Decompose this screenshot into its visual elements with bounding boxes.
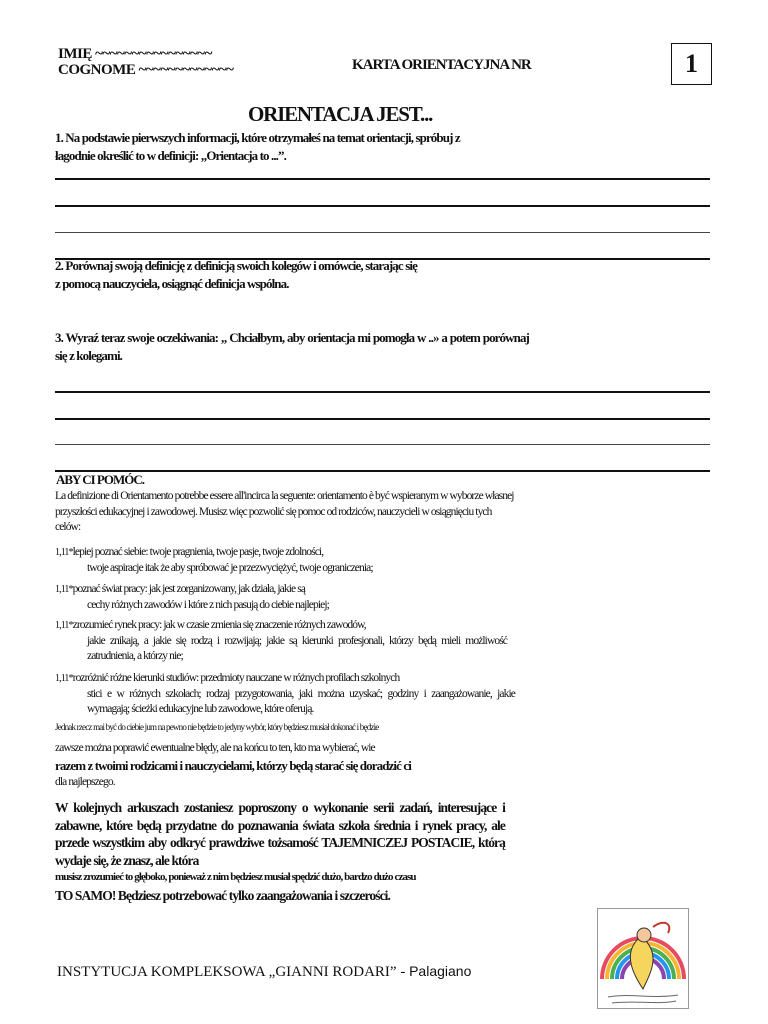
bullet-marker: 1,11* [55,547,73,558]
bullet-marker: 1,11* [55,620,73,631]
answer-line [55,470,710,472]
list-item: 1,11*poznać świat pracy: jak jest zorganizowany, jak działa, jakie są cechy różnych zawodów i które z nich pasują do ciebie najlepiej; [55,583,329,611]
student-name-fields [58,46,233,78]
name-label: IMIĘ ~~~~~~~~~~~~~~~~ [58,46,212,62]
help-paragraph-2: zawsze można poprawić ewentualne błędy, ale na końcu to ten, kto ma wybierać, wie razem z twoimi rodzicami i nauczycielami, którzy będą starać się doradzić ci dla najlepszego. [55,742,411,788]
help-section-title: ABY CI POMÓC. [56,472,144,487]
card-number-box: 1 [671,43,712,85]
question-3: 3. Wyraź teraz swoje oczekiwania: „ Chciałbym, aby orientacja mi pomogła w ..» a potem porównaj się z kolegami. [55,330,529,363]
answer-line [55,444,710,445]
answer-line [55,391,710,393]
list-item: 1,11*zrozumieć rynek pracy: jak w czasie zmienia się znaczenie różnych zawodów, jakie znikają, a jakie się rodzą i rozwijają; jakie są kierunki profesjonali, którzy będą mieli możliwość zatrudnienia, a którzy nie; [55,619,507,662]
small-note: Jednak rzecz mai być do ciebie jum na pewno nie będzie to jedyny wybór, który będziesz musiał dokonać i będzie [55,722,379,732]
answer-line [55,418,710,420]
list-item: 1,11*lepiej poznać siebie: twoje pragnienia, twoje pasje, twoje zdolności, twoje aspiracje itak że aby spróbować je przezwyciężyć, twoje ograniczenia; [55,546,373,574]
help-intro: La definizione di Orientamento potrebbe essere all'incirca la seguente: orientamento è być wspieranym w wyborze własnej przyszłości edukacyjnej i zawodowej. Musisz więc pozwolić się pomoc od rodziców, nauczycieli w osiągnięciu tych celów: [55,490,514,533]
answer-line [55,178,710,180]
card-title: KARTA ORIENTACYJNA NR [352,57,531,73]
answer-line [55,205,710,207]
question-2: 2. Porównaj swoją definicję z definicją swoich kolegów i omówcie, starając się z pomocą nauczyciela, osiągnąć definicja wspólna. [55,258,417,291]
rodari-rainbow-logo-icon [597,908,689,1009]
page-title: ORIENTACJA JEST... [248,102,433,126]
list-item: 1,11*rozróżnić różne kierunki studiów: przedmioty nauczane w różnych profilach szkolnych stici e w różnych szkołach; rodzaj przygotowania, jaki można uzyskać; godziny i zaangażowanie, jakie wymagają; ścieżki edukacyjne lub zawodowe, które oferują. [55,672,515,715]
question-1: 1. Na podstawie pierwszych informacji, które otrzymałeś na temat orientacji, spróbuj z łagodnie określić to w definicji: „Orientacja to ...”. [55,130,460,163]
footer-institution: INSTYTUCJA KOMPLEKSOWA „GIANNI RODARI” - Palagiano [57,963,472,980]
bullet-marker: 1,11* [55,673,73,684]
surname-label: COGNOME ~~~~~~~~~~~~~ [58,62,234,78]
bullet-marker: 1,11* [55,584,73,595]
help-paragraph-3: W kolejnych arkuszach zostaniesz poproszony o wykonanie serii zadań, interesujące i zabawne, które będą przydatne do poznawania świata szkoła średnia i rynek pracy, ale przede wszystkim aby odkryć prawdziwe tożsamość TAJEMNICZEJ POSTACIE, którą wydaje się, że znasz, ale która musisz zrozumieć to głęboko, ponieważ z nim będziesz musiał spędzić dużo, bardzo dużo czasu TO SAMO! Będziesz potrzebować tylko zaangażowania i szczerości. [55,800,505,903]
answer-line [55,232,710,233]
